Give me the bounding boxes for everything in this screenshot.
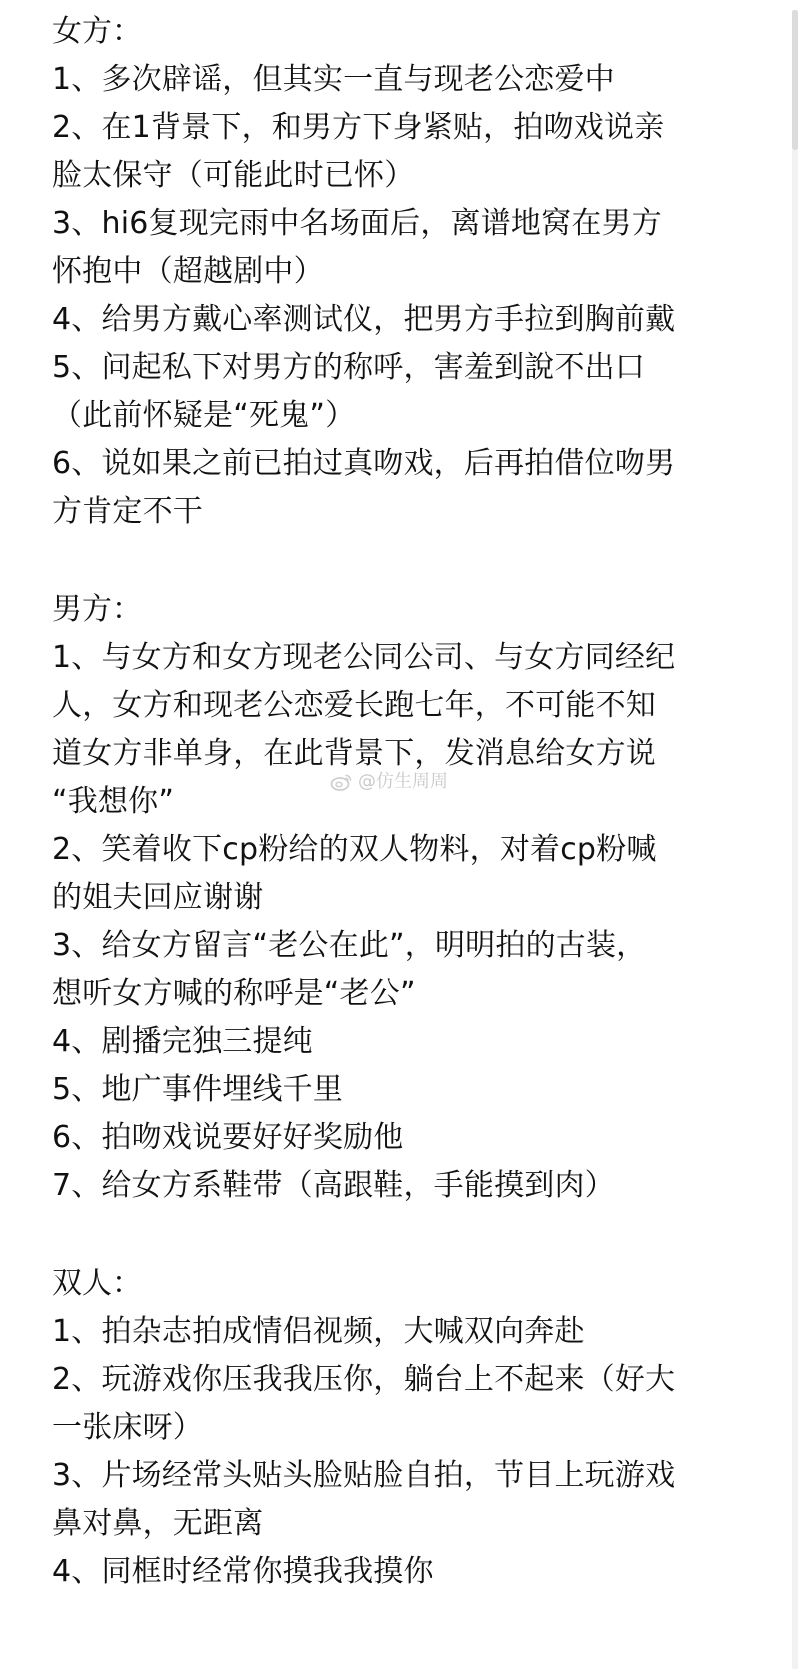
list-item: 3、给女方留言“老公在此”，明明拍的古装， <box>52 928 647 963</box>
list-item: 3、hi6复现完雨中名场面后，离谱地窝在男方 <box>52 206 662 241</box>
list-item: 2、笑着收下cp粉给的双人物料，对着cp粉喊 <box>52 832 657 867</box>
list-item: 1、拍杂志拍成情侣视频，大喊双向奔赴 <box>52 1314 585 1349</box>
list-item: 鼻对鼻，无距离 <box>52 1506 264 1541</box>
section-male <box>52 586 772 1210</box>
list-item: 5、问起私下对男方的称呼，害羞到說不出口 <box>52 350 646 385</box>
scrollbar-thumb[interactable] <box>792 10 798 150</box>
section-heading: 男方： <box>52 592 142 627</box>
list-item: 脸太保守（可能此时已怀） <box>52 158 415 193</box>
list-item: 2、在1背景下，和男方下身紧贴，拍吻戏说亲 <box>52 110 665 145</box>
list-item: 怀抱中（超越剧中） <box>52 254 324 289</box>
list-item: 4、剧播完独三提纯 <box>52 1024 313 1059</box>
section-heading: 双人： <box>52 1266 142 1301</box>
list-item: 6、拍吻戏说要好好奖励他 <box>52 1120 404 1155</box>
list-item: 1、多次辟谣，但其实一直与现老公恋爱中 <box>52 62 615 97</box>
watermark-text: @仿生周周 <box>358 771 448 792</box>
list-item: 人，女方和现老公恋爱长跑七年，不可能不知 <box>52 688 656 723</box>
section-both <box>52 1260 772 1596</box>
list-item: 3、片场经常头贴头脸贴脸自拍，节目上玩游戏 <box>52 1458 676 1493</box>
list-item: 4、给男方戴心率测试仪，把男方手拉到胸前戴 <box>52 302 676 337</box>
list-item: 想听女方喊的称呼是“老公” <box>52 976 416 1011</box>
list-item: “我想你” <box>52 784 175 819</box>
list-item: 一张床呀） <box>52 1410 203 1445</box>
list-item: 1、与女方和女方现老公同公司、与女方同经纪 <box>52 640 676 675</box>
list-item: 2、玩游戏你压我我压你，躺台上不起来（好大 <box>52 1362 676 1397</box>
document-content <box>52 8 772 1596</box>
list-item: 7、给女方系鞋带（高跟鞋，手能摸到肉） <box>52 1168 615 1203</box>
list-item: 5、地广事件埋线千里 <box>52 1072 344 1107</box>
list-item: 道女方非单身，在此背景下，发消息给女方说 <box>52 736 656 771</box>
list-item: 6、说如果之前已拍过真吻戏，后再拍借位吻男 <box>52 446 676 481</box>
list-item: 的姐夫回应谢谢 <box>52 880 264 915</box>
section-heading: 女方： <box>52 14 142 49</box>
list-item: 方肯定不干 <box>52 494 203 529</box>
list-item: 4、同框时经常你摸我我摸你 <box>52 1554 434 1589</box>
section-female <box>52 8 772 536</box>
scrollbar[interactable] <box>792 10 798 1669</box>
list-item: （此前怀疑是“死鬼”） <box>52 398 356 433</box>
